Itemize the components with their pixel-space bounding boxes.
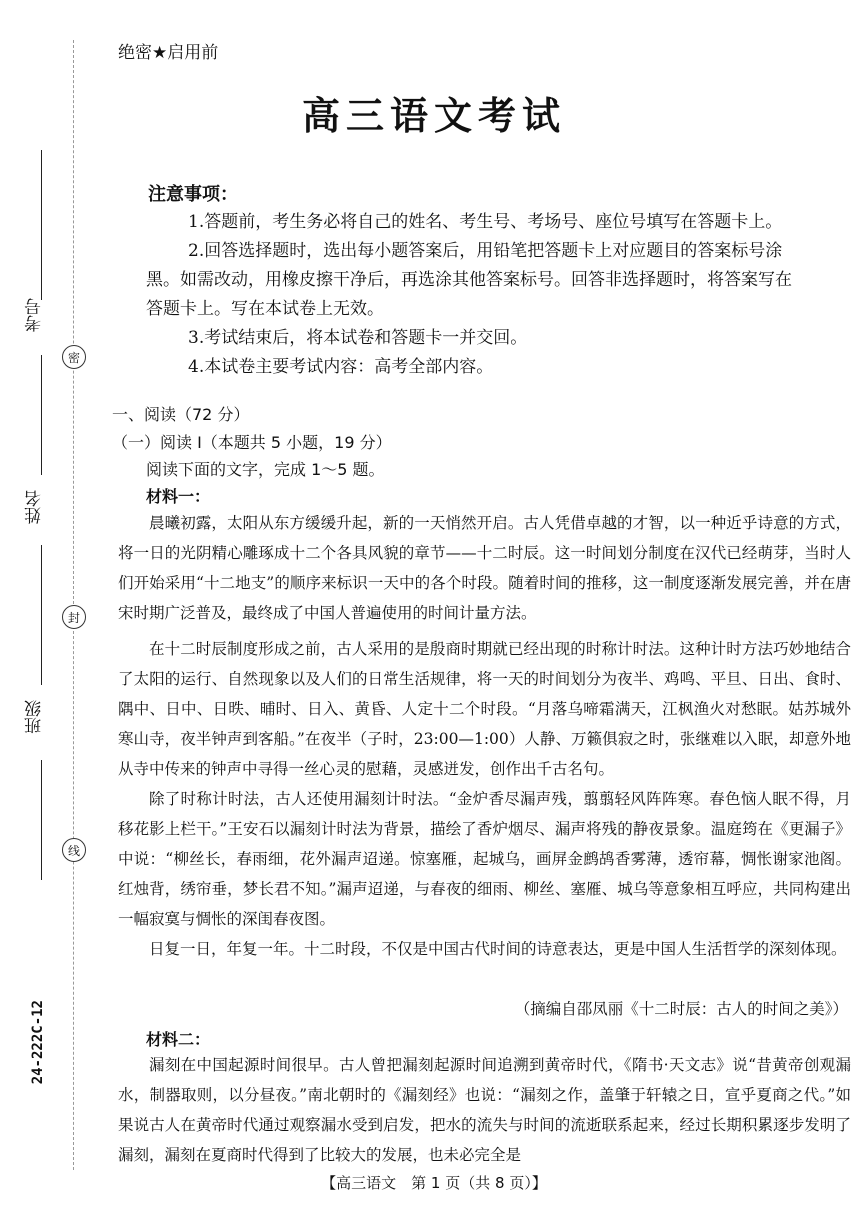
notice-item: 3.考试结束后，将本试卷和答题卡一并交回。 xyxy=(188,328,528,348)
notice-item: 1.答题前，考生务必将自己的姓名、考生号、考场号、座位号填写在答题卡上。 xyxy=(188,212,783,232)
notice-item: 答题卡上。写在本试卷上无效。 xyxy=(146,299,384,319)
class-line-lower xyxy=(41,760,42,880)
paragraph: 除了时称计时法，古人还使用漏刻计时法。“金炉香尽漏声残，翦翦轻风阵阵寒。春色恼人眠不得，月移花影上栏干。”王安石以漏刻计时法为背景，描绘了香炉烟尽、漏声将残的静夜景象。温庭筠在《更漏子》中说：“柳丝长，春雨细，花外漏声迢递。惊塞雁，起城乌，画屏金鹧鸪香雾薄，透帘幕，惆怅谢家池阁。红烛背，绣帘垂，梦长君不知。”漏声迢递，与春夜的细雨、柳丝、塞雁、城乌等意象相互呼应，共同构建出一幅寂寞与惆怅的深闺春夜图。 xyxy=(118,790,851,928)
page-title: 高三语文考试 xyxy=(301,94,566,138)
class-label: 班级 xyxy=(25,700,45,734)
class-line xyxy=(41,545,42,685)
instruction: 阅读下面的文字，完成 1～5 题。 xyxy=(146,460,385,479)
page-footer: 【高三语文 第 1 页（共 8 页）】 xyxy=(321,1174,547,1192)
exam-no-label: 考号 xyxy=(25,298,45,332)
notice-heading: 注意事项： xyxy=(148,184,238,205)
paper-code: 24-222C-12 xyxy=(30,1000,46,1085)
name-label: 姓名 xyxy=(25,490,45,524)
notice-item: 4.本试卷主要考试内容：高考全部内容。 xyxy=(188,357,494,377)
material2-label: 材料二： xyxy=(146,1030,211,1049)
paragraph: 晨曦初露，太阳从东方缓缓升起，新的一天悄然开启。古人凭借卓越的才智，以一种近乎诗意的方式，将一日的光阴精心雕琢成十二个各具风貌的章节——十二时辰。这一时间划分制度在汉代已经萌芽，当时人们开始采用“十二地支”的顺序来标识一天中的各个时段。随着时间的推移，这一制度逐渐发展完善，并在唐宋时期广泛普及，最终成了中国人普遍使用的时间计量方法。 xyxy=(118,514,851,622)
notice-item: 黑。如需改动，用橡皮擦干净后，再选涂其他答案标号。回答非选择题时，将答案写在 xyxy=(146,270,792,290)
secret-label: 绝密★启用前 xyxy=(118,43,219,63)
sub-heading: （一）阅读 I（本题共 5 小题，19 分） xyxy=(112,433,392,452)
part-heading: 一、阅读（72 分） xyxy=(112,405,250,424)
material1-label: 材料一： xyxy=(146,487,211,506)
paragraph: 在十二时辰制度形成之前，古人采用的是殷商时期就已经出现的时称计时法。这种计时方法巧妙地结合了太阳的运行、自然现象以及人们的日常生活规律，将一天的时间划分为夜半、鸡鸣、平旦、日出、食时、隅中、日中、日昳、晡时、日入、黄昏、人定十二个时段。“月落乌啼霜满天，江枫渔火对愁眠。姑苏城外寒山寺，夜半钟声到客船。”在夜半（子时，23:00—1:00）人静、万籁俱寂之时，张继难以入眠，却意外地从寺中传来的钟声中寻得一丝心灵的慰藉，灵感迸发，创作出千古名句。 xyxy=(118,640,851,778)
paragraph: 漏刻在中国起源时间很早。古人曾把漏刻起源时间追溯到黄帝时代，《隋书·天文志》说“昔黄帝创观漏水，制器取则，以分昼夜。”南北朝时的《漏刻经》也说：“漏刻之作，盖肇于轩辕之日，宣乎夏商之代。”如果说古人在黄帝时代通过观察漏水受到启发，把水的流失与时间的流逝联系起来，经过长期积累逐步发明了漏刻，漏刻在夏商时代得到了比较大的发展，也未必完全是 xyxy=(118,1056,851,1164)
material1-body xyxy=(118,508,851,964)
seal-mark-mi: 密 xyxy=(62,345,86,369)
seal-mark-xian: 线 xyxy=(62,838,86,862)
exam-no-line xyxy=(41,150,42,300)
notice-item: 2.回答选择题时，选出每小题答案后，用铅笔把答题卡上对应题目的答案标号涂 xyxy=(188,241,783,261)
name-line xyxy=(41,355,42,475)
material2-body xyxy=(118,1050,851,1170)
notice-list xyxy=(146,208,826,382)
paragraph: 日复一日，年复一年。十二时段，不仅是中国古代时间的诗意表达，更是中国人生活哲学的深刻体现。 xyxy=(149,940,847,958)
material1-source: （摘编自邵凤丽《十二时辰：古人的时间之美》） xyxy=(514,1000,848,1018)
seal-mark-feng: 封 xyxy=(62,605,86,629)
